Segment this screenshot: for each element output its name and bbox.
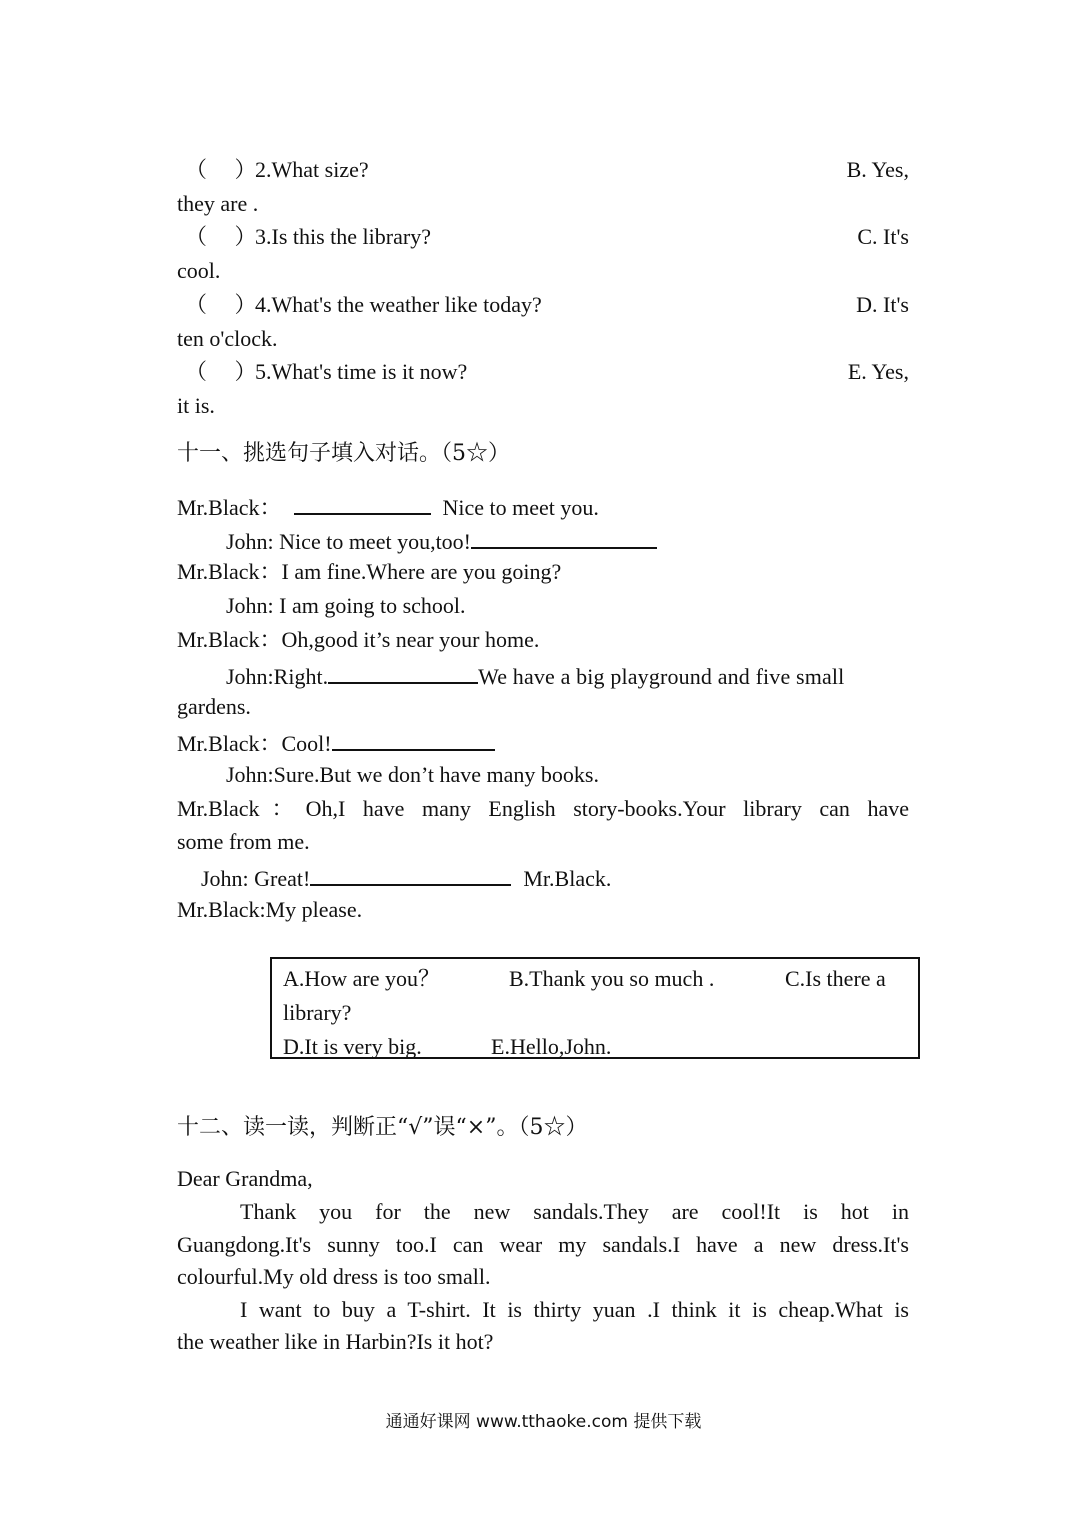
question-text: 3.Is this the library? [255,224,431,249]
answer-paren: （ ） [185,292,257,317]
dialog-line-4: John: I am going to school. [226,593,466,618]
dialog-line-3: Mr.Black：I am fine.Where are you going? [177,559,562,584]
dialog-line-11: Mr.Black:My please. [177,897,363,922]
question-3 [185,223,431,251]
dialog-text: Mr.Black：Cool! [177,731,332,756]
answer-blank-1[interactable] [294,491,431,515]
dialog-line-6-cont: gardens. [177,694,251,719]
dialog-text: John: Nice to meet you,too! [226,529,472,554]
dialog-line-8: John:Sure.But we don’t have many books. [226,762,599,787]
answer-paren: （ ） [185,157,257,182]
option-e-text: E.Hello,John. [491,1034,612,1059]
question-4 [185,291,542,319]
dialog-line-9-cont: some from me. [177,829,310,854]
letter-line-5: the weather like in Harbin?Is it hot? [177,1329,494,1354]
option-b-text: B.Thank you so much . [509,966,715,991]
question-2 [185,156,369,184]
section-12-heading: 十二、读一读，判断正“√”误“×”。（5☆） [177,1115,588,1140]
letter-line-3: colourful.My old dress is too small. [177,1264,491,1289]
option-d-cont: ten o'clock. [177,326,278,351]
dialog-text: We have a big playground and five small [478,664,845,689]
answer-paren: （ ） [185,224,257,249]
dialog-line-5: Mr.Black：Oh,good it’s near your home. [177,627,540,652]
options-box [270,957,920,1059]
dialog-text: John: Great! [201,866,311,891]
question-5 [185,358,467,386]
dialog-text: John:Right. [226,664,329,689]
option-c-cont-text: library? [283,1000,352,1025]
letter-greeting: Dear Grandma, [177,1166,313,1191]
option-c-text: C.Is there a [785,966,886,991]
option-b-cont: they are . [177,191,259,216]
answer-blank-5[interactable] [310,862,511,886]
option-d: D. It's [856,292,909,317]
option-d-text: D.It is very big. [283,1034,422,1059]
option-c: C. It's [857,224,909,249]
dialog-line-10 [201,862,611,893]
dialog-line-1 [177,491,599,522]
dialog-text: Nice to meet you. [442,495,599,520]
speaker-label: Mr.Black： [177,495,282,520]
question-text: 2.What size? [255,157,369,182]
answer-paren: （ ） [185,359,257,384]
dialog-text: Mr.Black. [523,866,612,891]
option-b: B. Yes, [846,157,909,182]
question-text: 5.What's time is it now? [255,359,468,384]
option-a-text: A.How are you？ [283,966,441,991]
dialog-line-7 [177,727,495,758]
answer-blank-3[interactable] [328,660,478,684]
letter-line-2: Guangdong.It's sunny too.I can wear my sandals.I have a new dress.It's [177,1232,909,1257]
section-11-heading: 十一、挑选句子填入对话。（5☆） [177,441,510,466]
answer-blank-4[interactable] [332,727,495,751]
answer-blank-2[interactable] [471,525,657,549]
option-e: E. Yes, [847,359,909,384]
dialog-line-9: Mr.Black：Oh,I have many English story-books.Your library can have [177,796,909,821]
letter-line-4: I want to buy a T-shirt. It is thirty yuan .I think it is cheap.What is [240,1297,909,1322]
question-text: 4.What's the weather like today? [255,292,542,317]
option-e-cont: it is. [177,393,215,418]
letter-line-1: Thank you for the new sandals.They are cool!It is hot in [240,1199,909,1224]
option-c-cont: cool. [177,258,221,283]
page-footer: 通通好课网 www.tthaoke.com 提供下载 [385,1412,702,1432]
dialog-line-2 [226,525,657,556]
dialog-line-6 [226,660,909,691]
